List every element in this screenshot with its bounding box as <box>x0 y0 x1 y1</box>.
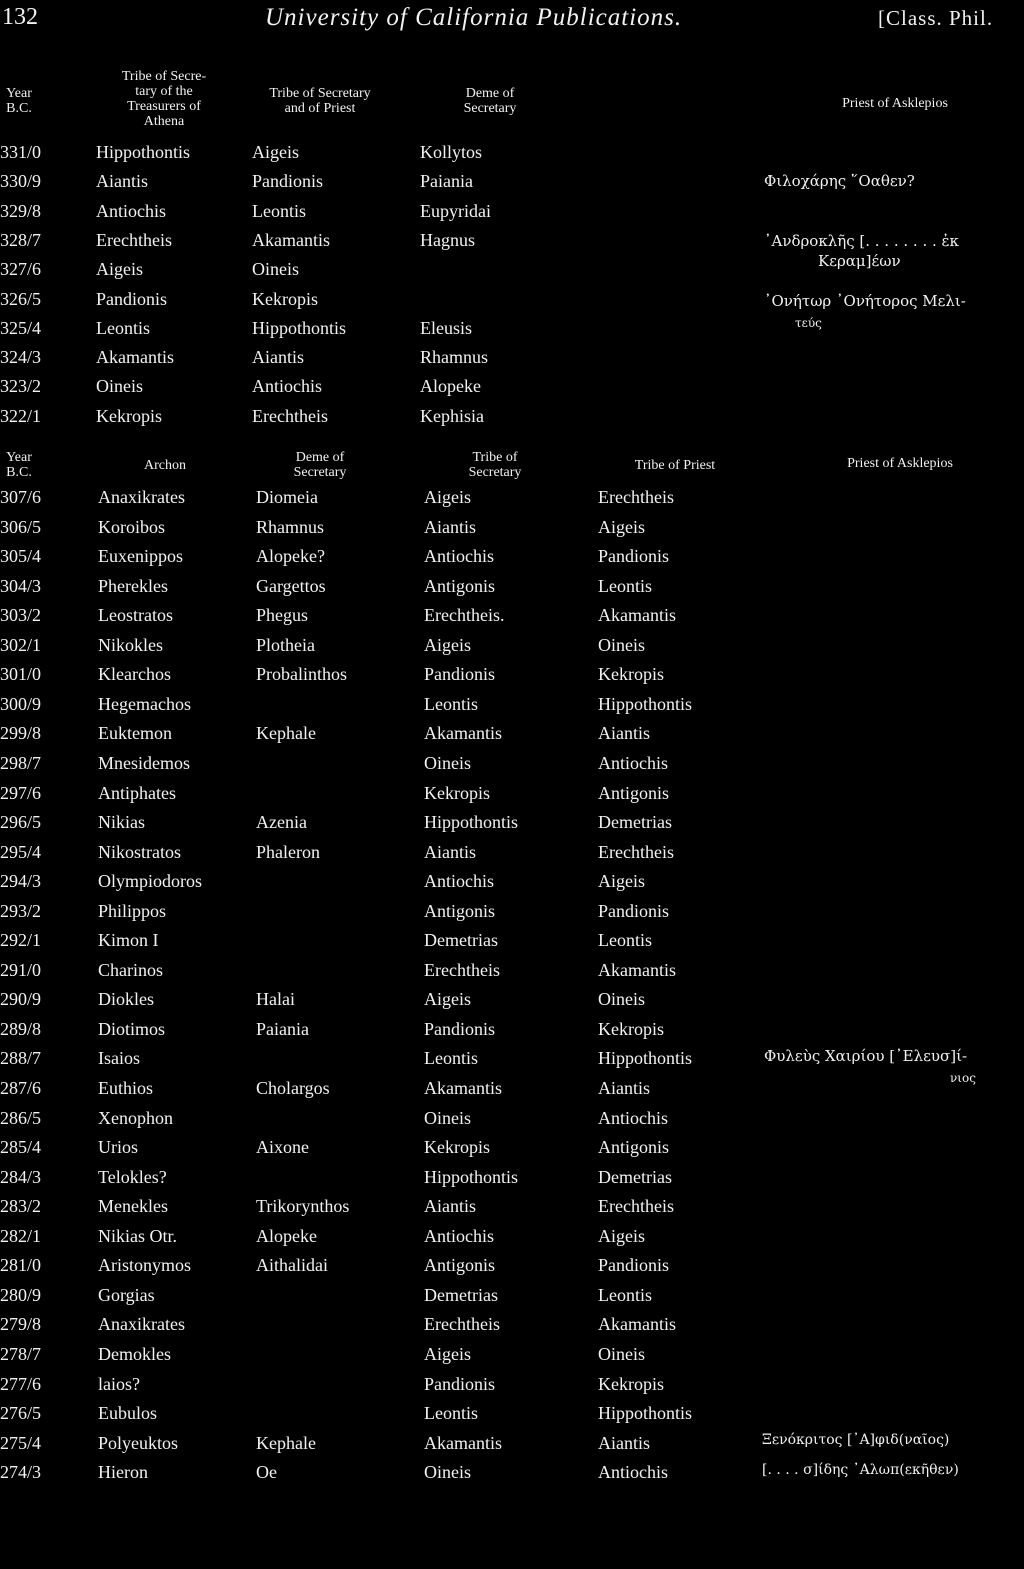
t1-cell-tribe-secretary-priest: Hippothontis <box>252 317 347 338</box>
t1-priest-line: τεύς <box>795 316 822 330</box>
t1-cell-deme-secretary: Eleusis <box>420 317 472 338</box>
t1-cell-tribe-treasurers: Aigeis <box>96 259 143 280</box>
t2-cell-tribe-priest: Oineis <box>598 989 645 1010</box>
running-header <box>0 0 1024 40</box>
t2-cell-archon: Gorgias <box>98 1284 155 1305</box>
table-row <box>0 1284 1024 1310</box>
t2-cell-tribe-secretary: Aigeis <box>424 634 471 655</box>
t2-cell-archon: Urios <box>98 1137 138 1158</box>
t2-cell-year: 303/2 <box>0 605 42 626</box>
t1-cell-tribe-treasurers: Akamantis <box>96 347 174 368</box>
t2-cell-deme-secretary: Gargettos <box>256 575 326 596</box>
t2-cell-tribe-priest: Leontis <box>598 575 652 596</box>
t1-cell-deme-secretary: Kephisia <box>420 405 484 426</box>
t2-cell-year: 299/8 <box>0 723 42 744</box>
t2-cell-tribe-secretary: Erechtheis <box>424 959 500 980</box>
table-row <box>0 988 1024 1014</box>
t2-cell-tribe-secretary: Antiochis <box>424 546 494 567</box>
t1-cell-year: 331/0 <box>0 142 42 162</box>
t2-cell-year: 296/5 <box>0 812 42 833</box>
table-row <box>0 317 1024 343</box>
t2-cell-archon: Demokles <box>98 1343 171 1364</box>
t2-cell-archon: Kimon I <box>98 930 159 951</box>
table-row <box>0 1254 1024 1280</box>
t2-cell-tribe-secretary: Leontis <box>424 693 478 714</box>
t2-cell-tribe-priest: Erechtheis <box>598 1196 674 1217</box>
t2-cell-year: 282/1 <box>0 1225 42 1246</box>
t2-cell-deme-secretary: Alopeke? <box>256 546 325 567</box>
t2-cell-tribe-secretary: Aigeis <box>424 989 471 1010</box>
t2-cell-tribe-priest: Akamantis <box>598 605 676 626</box>
t1-cell-tribe-secretary-priest: Antiochis <box>252 376 322 397</box>
t2-cell-tribe-secretary: Demetrias <box>424 930 498 951</box>
t2-cell-tribe-secretary: Aiantis <box>424 516 476 537</box>
t2-cell-tribe-secretary: Akamantis <box>424 1432 502 1453</box>
t2-cell-tribe-secretary: Demetrias <box>424 1284 498 1305</box>
table-row <box>0 811 1024 837</box>
t2-cell-tribe-priest: Aiantis <box>598 723 650 744</box>
t2-cell-year: 297/6 <box>0 782 42 803</box>
t2-cell-archon: Anaxikrates <box>98 487 185 507</box>
t2-cell-year: 290/9 <box>0 989 42 1010</box>
table-row <box>0 405 1024 431</box>
t2-cell-archon: Nikias <box>98 812 145 833</box>
table-row <box>0 1225 1024 1251</box>
t2-cell-archon: Euthios <box>98 1078 154 1098</box>
t2-cell-archon: Olympiodoros <box>98 871 203 892</box>
t2-priest-line: Φυλεὺς Χαιρίου [᾽Ελευσ]ί- <box>764 1047 968 1065</box>
table-row <box>0 200 1024 226</box>
t2-cell-year: 288/7 <box>0 1048 42 1069</box>
t2-cell-year: 306/5 <box>0 516 42 537</box>
table-row <box>0 634 1024 660</box>
t1-cell-tribe-secretary-priest: Akamantis <box>252 229 330 250</box>
t2-cell-deme-secretary: Oe <box>256 1462 277 1483</box>
t2-cell-tribe-secretary: Antigonis <box>424 1255 496 1276</box>
t2-cell-archon: Philippos <box>98 900 167 921</box>
t2-cell-tribe-priest: Pandionis <box>598 900 670 921</box>
t1-cell-deme-secretary: Rhamnus <box>420 347 489 368</box>
t1-priest-line: Κεραμ]έων <box>818 252 901 270</box>
t2-cell-archon: laios? <box>98 1373 140 1394</box>
t2-cell-year: 302/1 <box>0 634 42 655</box>
t2-cell-tribe-priest: Demetrias <box>598 1166 672 1187</box>
t2-cell-deme-secretary: Diomeia <box>256 487 318 507</box>
t2-cell-tribe-secretary: Kekropis <box>424 1137 490 1158</box>
table-row <box>0 1195 1024 1221</box>
t2-cell-tribe-secretary: Pandionis <box>424 1018 496 1039</box>
t1-header-priest-asklepios: Priest of Asklepios <box>842 96 948 111</box>
t2-cell-year: 298/7 <box>0 752 42 773</box>
table-row <box>0 516 1024 542</box>
t2-cell-tribe-priest: Hippothontis <box>598 1403 693 1424</box>
t2-cell-deme-secretary: Plotheia <box>256 634 315 655</box>
t2-cell-archon: Eubulos <box>98 1403 158 1424</box>
t2-cell-deme-secretary: Kephale <box>256 1432 316 1453</box>
t2-cell-tribe-priest: Oineis <box>598 1343 645 1364</box>
table-row <box>0 1018 1024 1044</box>
t2-cell-tribe-priest: Erechtheis <box>598 487 674 507</box>
t2-cell-tribe-secretary: Aiantis <box>424 841 476 862</box>
t1-header-tribe-treasurers: Tribe of Secre- tary of the Treasurers of Athena <box>121 69 207 129</box>
t2-cell-tribe-secretary: Oineis <box>424 1462 471 1483</box>
t2-cell-year: 275/4 <box>0 1432 42 1453</box>
t2-cell-tribe-secretary: Aigeis <box>424 1343 471 1364</box>
t2-cell-tribe-secretary: Akamantis <box>424 723 502 744</box>
t2-cell-tribe-priest: Demetrias <box>598 812 672 833</box>
t2-cell-tribe-secretary: Hippothontis <box>424 812 519 833</box>
t2-cell-archon: Charinos <box>98 959 163 980</box>
t1-cell-tribe-secretary-priest: Pandionis <box>252 171 324 192</box>
t1-cell-tribe-treasurers: Erechtheis <box>96 229 172 250</box>
t2-cell-archon: Mnesidemos <box>98 752 190 773</box>
t2-priest-line: [. . . . σ]ίδης ᾽Αλωπ(εκῆθεν) <box>762 1462 959 1478</box>
t1-cell-tribe-treasurers: Aiantis <box>96 171 148 192</box>
t1-cell-year: 325/4 <box>0 317 42 338</box>
table-row <box>0 722 1024 748</box>
t2-cell-archon: Hieron <box>98 1462 148 1483</box>
t2-priest-line: Ξενόκριτος [᾽Α]φιδ(ναῖος) <box>762 1432 950 1448</box>
table-row <box>0 1343 1024 1369</box>
t1-priest-line: ᾽Ανδροκλῆς [. . . . . . . . ἐκ <box>764 232 959 250</box>
t1-cell-tribe-secretary-priest: Aigeis <box>252 142 299 162</box>
t2-cell-archon: Anaxikrates <box>98 1314 185 1335</box>
t1-cell-year: 326/5 <box>0 288 42 309</box>
t2-header-tribe-secretary: Tribe of Secretary <box>468 450 522 480</box>
table-row <box>0 693 1024 719</box>
t2-cell-tribe-priest: Kekropis <box>598 1018 664 1039</box>
t2-cell-year: 307/6 <box>0 487 42 507</box>
t1-cell-deme-secretary: Kollytos <box>420 142 483 162</box>
t1-cell-tribe-treasurers: Pandionis <box>96 288 168 309</box>
table-row <box>0 782 1024 808</box>
table-row <box>0 1313 1024 1339</box>
t2-cell-tribe-secretary: Kekropis <box>424 782 490 803</box>
t2-cell-archon: Isaios <box>98 1048 140 1069</box>
t2-cell-year: 292/1 <box>0 930 42 951</box>
table-row <box>0 870 1024 896</box>
t2-cell-archon: Leostratos <box>98 605 173 626</box>
t2-cell-tribe-priest: Leontis <box>598 930 652 951</box>
table-row <box>0 1107 1024 1133</box>
t2-cell-tribe-priest: Aiantis <box>598 1078 650 1098</box>
t1-cell-year: 327/6 <box>0 259 42 280</box>
t2-cell-archon: Diokles <box>98 989 154 1010</box>
table-row <box>0 663 1024 689</box>
t1-cell-deme-secretary: Hagnus <box>420 229 475 250</box>
t2-cell-tribe-secretary: Oineis <box>424 1107 471 1128</box>
page-number: 132 <box>2 4 38 30</box>
t2-cell-tribe-secretary: Aiantis <box>424 1196 476 1217</box>
t2-cell-tribe-secretary: Antiochis <box>424 1225 494 1246</box>
t2-cell-year: 281/0 <box>0 1255 42 1276</box>
t2-cell-tribe-secretary: Leontis <box>424 1403 478 1424</box>
t2-cell-tribe-priest: Akamantis <box>598 959 676 980</box>
t1-cell-tribe-secretary-priest: Leontis <box>252 200 306 221</box>
t2-cell-tribe-priest: Pandionis <box>598 1255 670 1276</box>
t2-cell-year: 291/0 <box>0 959 42 980</box>
t2-cell-tribe-secretary: Antigonis <box>424 575 496 596</box>
running-title: University of California Publications. <box>265 4 683 31</box>
t2-cell-tribe-secretary: Oineis <box>424 752 471 773</box>
t2-cell-archon: Aristonymos <box>98 1255 192 1276</box>
table-row <box>0 1373 1024 1399</box>
t2-cell-deme-secretary: Alopeke <box>256 1225 317 1246</box>
t2-cell-tribe-priest: Kekropis <box>598 664 664 685</box>
table-row <box>0 929 1024 955</box>
t2-cell-year: 289/8 <box>0 1018 42 1039</box>
t2-cell-deme-secretary: Kephale <box>256 723 316 744</box>
t1-header-tribe-secretary-priest: Tribe of Secretary and of Priest <box>269 86 371 116</box>
t2-cell-deme-secretary: Phegus <box>256 605 309 626</box>
t2-cell-tribe-priest: Pandionis <box>598 546 670 567</box>
t2-cell-tribe-priest: Antiochis <box>598 1462 668 1483</box>
t1-cell-deme-secretary: Alopeke <box>420 376 481 397</box>
t2-cell-tribe-secretary: Pandionis <box>424 664 496 685</box>
t2-cell-tribe-secretary: Antiochis <box>424 871 494 892</box>
t1-cell-tribe-treasurers: Kekropis <box>96 405 162 426</box>
t2-header-year: Year B.C. <box>6 450 32 480</box>
t2-cell-year: 304/3 <box>0 575 42 596</box>
table-row <box>0 375 1024 401</box>
table-row <box>0 575 1024 601</box>
t2-cell-tribe-secretary: Pandionis <box>424 1373 496 1394</box>
t2-cell-tribe-priest: Antigonis <box>598 1137 670 1158</box>
t2-cell-deme-secretary: Rhamnus <box>256 516 325 537</box>
t2-header-priest-asklepios: Priest of Asklepios <box>847 456 953 471</box>
t2-cell-tribe-secretary: Leontis <box>424 1048 478 1069</box>
t2-cell-tribe-priest: Antigonis <box>598 782 670 803</box>
t2-cell-year: 276/5 <box>0 1403 42 1424</box>
t2-cell-tribe-secretary: Erechtheis. <box>424 605 505 626</box>
t1-cell-deme-secretary: Paiania <box>420 171 473 192</box>
t2-cell-deme-secretary: Paiania <box>256 1018 309 1039</box>
t2-cell-archon: Telokles? <box>98 1166 167 1187</box>
t2-cell-archon: Menekles <box>98 1196 168 1217</box>
table-row <box>0 141 1024 167</box>
table-row <box>0 900 1024 926</box>
t2-header-tribe-priest: Tribe of Priest <box>634 458 716 473</box>
t2-cell-tribe-secretary: Aigeis <box>424 487 471 507</box>
t2-cell-year: 278/7 <box>0 1343 42 1364</box>
t2-cell-year: 284/3 <box>0 1166 42 1187</box>
t2-cell-year: 301/0 <box>0 664 42 685</box>
t1-cell-year: 324/3 <box>0 347 42 368</box>
t2-cell-tribe-priest: Erechtheis <box>598 841 674 862</box>
table-row <box>0 1402 1024 1428</box>
running-right: [Class. Phil. <box>878 6 994 30</box>
t1-cell-year: 329/8 <box>0 200 42 221</box>
t1-cell-tribe-treasurers: Hippothontis <box>96 142 191 162</box>
t2-cell-tribe-priest: Hippothontis <box>598 693 693 714</box>
t2-cell-deme-secretary: Aithalidai <box>256 1255 328 1276</box>
t2-cell-archon: Nikokles <box>98 634 163 655</box>
table-row <box>0 346 1024 372</box>
t1-cell-tribe-secretary-priest: Oineis <box>252 259 299 280</box>
t2-cell-tribe-priest: Antiochis <box>598 752 668 773</box>
t2-cell-year: 295/4 <box>0 841 42 862</box>
t1-priest-line: Φιλοχάρης ῞Οαθεν? <box>764 172 915 190</box>
t1-cell-year: 323/2 <box>0 376 42 397</box>
t1-cell-tribe-secretary-priest: Aiantis <box>252 347 304 368</box>
t2-cell-deme-secretary: Probalinthos <box>256 664 348 685</box>
t2-cell-year: 279/8 <box>0 1314 42 1335</box>
t2-cell-tribe-priest: Akamantis <box>598 1314 676 1335</box>
t2-cell-tribe-priest: Aiantis <box>598 1432 650 1453</box>
t2-cell-deme-secretary: Aixone <box>256 1137 309 1158</box>
t2-priest-line: νιος <box>950 1071 976 1085</box>
t2-cell-archon: Nikostratos <box>98 841 181 862</box>
t2-header-deme-secretary: Deme of Secretary <box>293 450 347 480</box>
t2-cell-tribe-priest: Kekropis <box>598 1373 664 1394</box>
t2-cell-deme-secretary: Azenia <box>256 812 307 833</box>
t2-cell-year: 286/5 <box>0 1107 42 1128</box>
t1-cell-year: 328/7 <box>0 229 42 250</box>
t1-cell-year: 330/9 <box>0 171 42 192</box>
t2-cell-archon: Euxenippos <box>98 546 183 567</box>
t2-cell-year: 277/6 <box>0 1373 42 1394</box>
t2-cell-year: 274/3 <box>0 1462 42 1483</box>
t2-cell-year: 300/9 <box>0 693 42 714</box>
t1-priest-line: ᾽Ονήτωρ ᾽Ονήτορος Μελι- <box>764 292 966 310</box>
t1-cell-tribe-treasurers: Leontis <box>96 317 150 338</box>
t2-header-archon: Archon <box>144 458 186 473</box>
t2-cell-year: 280/9 <box>0 1284 42 1305</box>
t2-cell-year: 294/3 <box>0 871 42 892</box>
t2-cell-tribe-secretary: Hippothontis <box>424 1166 519 1187</box>
t2-cell-archon: Nikias Otr. <box>98 1225 177 1246</box>
table-row <box>0 959 1024 985</box>
t2-cell-deme-secretary: Halai <box>256 989 295 1010</box>
table-row <box>0 841 1024 867</box>
table-row <box>0 1136 1024 1162</box>
t2-cell-tribe-secretary: Antigonis <box>424 900 496 921</box>
table-row <box>0 752 1024 778</box>
t2-cell-archon: Antiphates <box>98 782 176 803</box>
table-row <box>0 486 1024 512</box>
t2-cell-archon: Diotimos <box>98 1018 166 1039</box>
t2-cell-archon: Xenophon <box>98 1107 173 1128</box>
t2-cell-tribe-priest: Oineis <box>598 634 645 655</box>
t2-cell-tribe-priest: Aigeis <box>598 871 645 892</box>
table-row <box>0 604 1024 630</box>
t1-cell-deme-secretary: Eupyridai <box>420 200 491 221</box>
t2-cell-year: 305/4 <box>0 546 42 567</box>
t1-cell-year: 322/1 <box>0 405 42 426</box>
t2-cell-deme-secretary: Trikorynthos <box>256 1196 350 1217</box>
table-row <box>0 1166 1024 1192</box>
t2-cell-tribe-priest: Antiochis <box>598 1107 668 1128</box>
t2-cell-archon: Euktemon <box>98 723 172 744</box>
t2-cell-tribe-priest: Hippothontis <box>598 1048 693 1069</box>
t1-cell-tribe-treasurers: Antiochis <box>96 200 166 221</box>
t2-cell-year: 283/2 <box>0 1196 42 1217</box>
t1-cell-tribe-secretary-priest: Erechtheis <box>252 405 328 426</box>
t1-cell-tribe-treasurers: Oineis <box>96 376 143 397</box>
table-row <box>0 1077 1024 1103</box>
t2-cell-tribe-priest: Leontis <box>598 1284 652 1305</box>
t1-header-deme-secretary: Deme of Secretary <box>463 86 517 116</box>
t2-cell-deme-secretary: Phaleron <box>256 841 320 862</box>
t2-cell-year: 293/2 <box>0 900 42 921</box>
table-row <box>0 545 1024 571</box>
t1-header-year: Year B.C. <box>6 86 32 116</box>
t2-cell-archon: Polyeuktos <box>98 1432 179 1453</box>
t2-cell-tribe-secretary: Akamantis <box>424 1078 502 1098</box>
t2-cell-tribe-priest: Aigeis <box>598 516 645 537</box>
t2-cell-archon: Pherekles <box>98 575 168 596</box>
t2-cell-tribe-priest: Aigeis <box>598 1225 645 1246</box>
t2-cell-deme-secretary: Cholargos <box>256 1078 330 1098</box>
t2-cell-year: 287/6 <box>0 1078 42 1098</box>
t2-cell-archon: Hegemachos <box>98 693 191 714</box>
t2-cell-tribe-secretary: Erechtheis <box>424 1314 500 1335</box>
t2-cell-year: 285/4 <box>0 1137 42 1158</box>
t1-cell-tribe-secretary-priest: Kekropis <box>252 288 318 309</box>
t2-cell-archon: Koroibos <box>98 516 165 537</box>
t2-cell-archon: Klearchos <box>98 664 171 685</box>
